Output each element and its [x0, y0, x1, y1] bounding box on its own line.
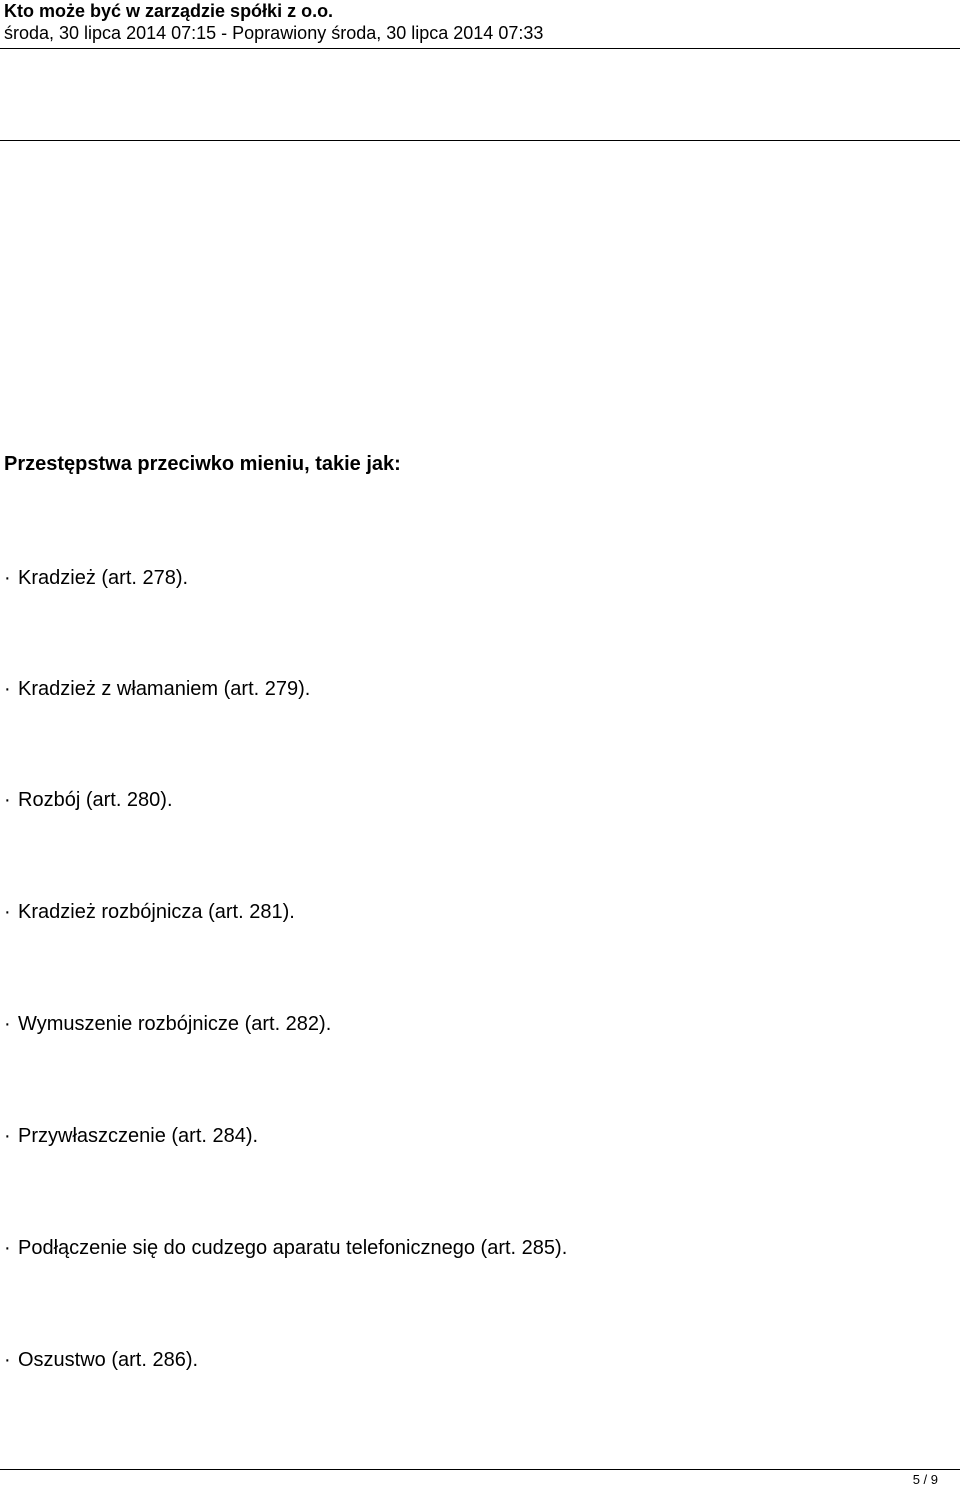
- section-heading: Przestępstwa przeciwko mieniu, takie jak:: [4, 453, 401, 475]
- bullet-icon: ·: [4, 1237, 11, 1259]
- document-timestamp: środa, 30 lipca 2014 07:15 - Poprawiony środa, 30 lipca 2014 07:33: [4, 23, 544, 43]
- list-item: [4, 565, 188, 591]
- list-item-text: Przywłaszczenie (art. 284).: [18, 1125, 259, 1147]
- document-title: Kto może być w zarządzie spółki z o.o.: [4, 1, 334, 21]
- bullet-icon: ·: [4, 678, 11, 700]
- page-number: 5 / 9: [912, 1472, 938, 1487]
- bullet-icon: ·: [4, 567, 11, 589]
- header-divider: [0, 48, 960, 49]
- content-divider: [0, 140, 960, 141]
- bullet-icon: ·: [4, 789, 11, 811]
- list-item-text: Wymuszenie rozbójnicze (art. 282).: [18, 1013, 332, 1035]
- list-item: [4, 1123, 258, 1149]
- bullet-icon: ·: [4, 901, 11, 923]
- bullet-icon: ·: [4, 1013, 11, 1035]
- list-item: [4, 1011, 331, 1037]
- list-item: [4, 1347, 198, 1373]
- list-item: [4, 787, 173, 813]
- list-item: [4, 676, 310, 702]
- list-item: [4, 1235, 567, 1261]
- list-item: [4, 899, 295, 925]
- list-item-text: Oszustwo (art. 286).: [18, 1349, 199, 1371]
- bullet-icon: ·: [4, 1349, 11, 1371]
- list-item-text: Kradzież rozbójnicza (art. 281).: [18, 901, 295, 923]
- footer-divider: [0, 1469, 960, 1470]
- list-item-text: Kradzież (art. 278).: [18, 567, 189, 589]
- list-item-text: Podłączenie się do cudzego aparatu telefonicznego (art. 285).: [18, 1237, 568, 1259]
- bullet-icon: ·: [4, 1125, 11, 1147]
- list-item-text: Rozbój (art. 280).: [18, 789, 173, 811]
- list-item-text: Kradzież z włamaniem (art. 279).: [18, 678, 311, 700]
